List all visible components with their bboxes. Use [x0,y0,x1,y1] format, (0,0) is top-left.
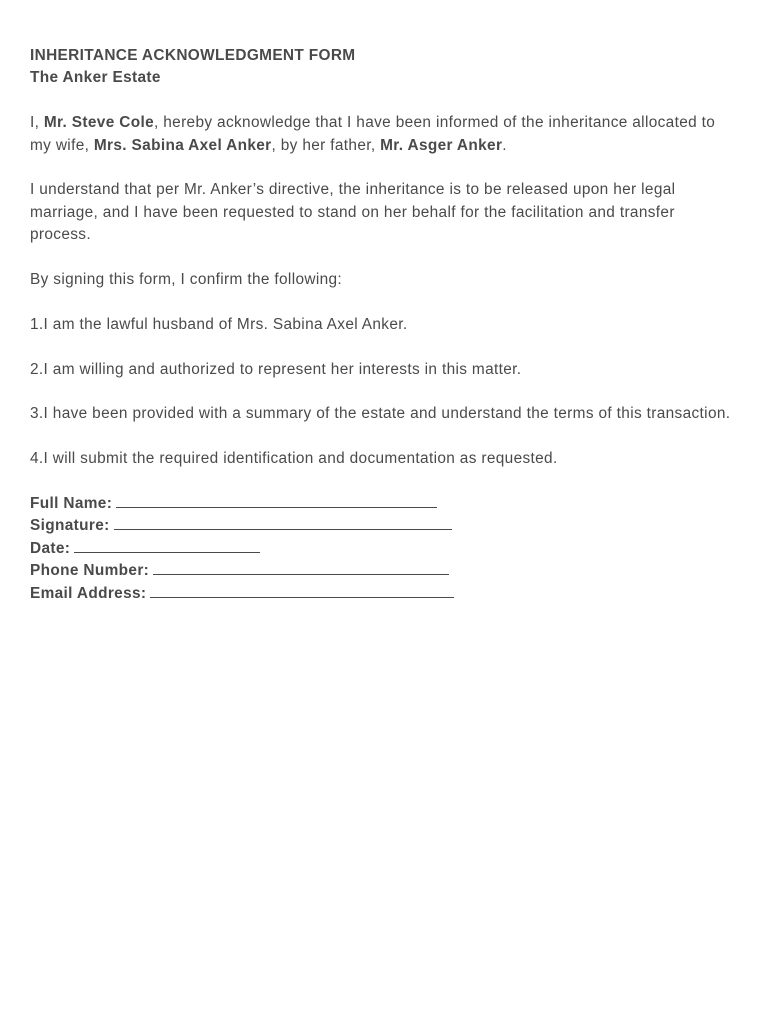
intro-paragraph [30,112,734,157]
confirmation-intro: By signing this form, I confirm the following: [30,271,343,289]
date-label: Date: [30,539,71,557]
full-name-blank[interactable] [116,493,437,508]
list-item: 2.I am willing and authorized to represent her interests in this matter. [30,360,522,378]
email-label: Email Address: [30,584,147,602]
phone-field [30,560,734,582]
intro-suffix: . [502,136,507,154]
benefactor-name: Mr. Asger Anker [380,136,503,154]
document-body [30,45,734,605]
signature-field [30,515,734,537]
date-blank[interactable] [74,538,260,553]
directive-paragraph: I understand that per Mr. Anker’s directive, the inheritance is to be released upon her legal marriage, and I have been requested to stand on her behalf for the facilitation and transfer process. [30,181,676,244]
list-item: 1.I am the lawful husband of Mrs. Sabina Axel Anker. [30,315,408,333]
date-field [30,538,734,560]
spacer [30,336,734,358]
intro-middle-2: , by her father, [271,136,381,154]
email-blank[interactable] [150,583,454,598]
phone-blank[interactable] [153,560,449,575]
intro-prefix: I, [30,114,44,132]
beneficiary-name: Mrs. Sabina Axel Anker [93,136,272,154]
spacer [30,157,734,179]
form-title: INHERITANCE ACKNOWLEDGMENT FORM [30,47,356,64]
spacer [30,247,734,269]
spacer [30,90,734,112]
email-field [30,583,734,605]
signature-label: Signature: [30,517,110,535]
spacer [30,471,734,493]
list-item: 4.I will submit the required identification and documentation as requested. [30,450,558,468]
spacer [30,291,734,313]
spacer [30,381,734,403]
declarant-name: Mr. Steve Cole [43,114,154,132]
spacer [30,426,734,448]
full-name-label: Full Name: [30,495,113,512]
full-name-field [30,493,734,515]
estate-name: The Anker Estate [30,69,161,87]
signature-blank[interactable] [114,515,452,530]
phone-label: Phone Number: [30,562,150,580]
list-item: 3.I have been provided with a summary of the estate and understand the terms of this transaction. [30,405,731,423]
intro-middle: , hereby acknowledge that I have been informed of the inheritance allocated to my wife, [30,114,716,154]
